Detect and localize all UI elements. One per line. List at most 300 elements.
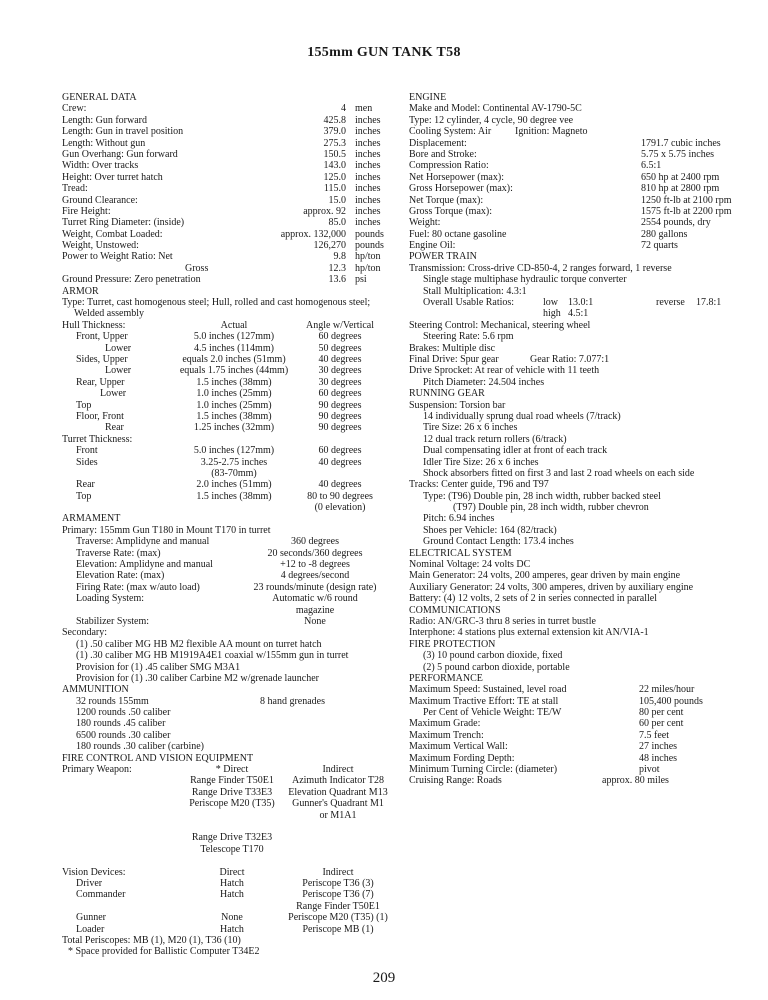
- armor-angle: 90 degrees: [318, 399, 362, 411]
- section-heading: [409, 605, 739, 616]
- text-line-content: (1) .30 caliber MG HB M1919A4E1 coaxial w/155mm gun in turret: [76, 650, 349, 662]
- spec-value: 275.3: [323, 137, 346, 149]
- armor-actual: 1.25 inches (32mm): [193, 422, 275, 434]
- armament-label: Elevation: Amplidyne and manual: [76, 559, 213, 571]
- armor-angle: 60 degrees: [318, 388, 362, 400]
- armor-actual: 1.5 inches (38mm): [196, 376, 272, 388]
- armor-row: [62, 343, 388, 354]
- text-line: [62, 434, 388, 445]
- text-line-content: Shock absorbers fitted on first 3 and last 2 road wheels on each side: [423, 467, 695, 479]
- spec-unit: inches: [355, 217, 381, 229]
- text-line-content: Total Periscopes: MB (1), M20 (1), T36 (10): [62, 934, 241, 946]
- spec-value: 9.8: [333, 251, 346, 263]
- fire-control-label: Primary Weapon:: [62, 764, 132, 776]
- spec-row: [62, 206, 388, 217]
- armor-row: [62, 400, 388, 411]
- right-column: [409, 92, 739, 787]
- text-line: [62, 741, 388, 752]
- armor-row: [62, 354, 388, 365]
- text-line: [409, 411, 739, 422]
- fire-control-direct: Direct: [219, 866, 245, 878]
- spec-label: Compression Ratio:: [409, 160, 489, 172]
- spec-label: Maximum Trench:: [409, 729, 484, 741]
- page-number: 209: [372, 970, 396, 986]
- fire-control-indirect: Azimuth Indicator T28: [291, 775, 385, 787]
- text-line-content: Type: Turret, cast homogenous steel; Hull, rolled and cast homogenous steel;: [62, 297, 371, 309]
- text-line-content: Steering Rate: 5.6 rpm: [423, 331, 514, 343]
- text-line-content: Transmission: Cross-drive CD-850-4, 2 ranges forward, 1 reverse: [409, 262, 672, 274]
- text-line-content: 1200 rounds .50 caliber: [76, 707, 171, 719]
- text-line: [409, 126, 739, 137]
- text-line: [62, 707, 388, 718]
- text-line-content: 180 rounds .45 caliber: [76, 718, 166, 730]
- armament-label: 32 rounds 155mm: [76, 695, 149, 707]
- armament-value: 8 hand grenades: [260, 695, 325, 707]
- armor-angle: (0 elevation): [314, 502, 366, 514]
- text-line: [409, 582, 739, 593]
- spec-row: [409, 707, 739, 718]
- spec-label: Cruising Range: Roads: [409, 775, 502, 787]
- spec-value: 6.5:1: [641, 160, 662, 172]
- spec-label: Length: Without gun: [62, 137, 146, 149]
- spec-label: Ground Clearance:: [62, 194, 138, 206]
- armament-label: Traverse: Amplidyne and manual: [76, 536, 210, 548]
- text-line-content: Stall Multiplication: 4.3:1: [423, 285, 527, 297]
- spec-row: [409, 730, 739, 741]
- section-heading-text: PERFORMANCE: [409, 672, 483, 684]
- text-line-content: Brakes: Multiple disc: [409, 342, 496, 354]
- spec-row: [409, 229, 739, 240]
- section-heading-text: AMMUNITION: [62, 684, 129, 696]
- spec-label: Engine Oil:: [409, 240, 456, 252]
- spec-label: Gross Torque (max):: [409, 205, 492, 217]
- fire-control-label: Commander: [76, 889, 126, 901]
- armor-angle: 90 degrees: [318, 410, 362, 422]
- armor-row: [62, 479, 388, 490]
- text-line-content: Battery: (4) 12 volts, 2 sets of 2 in series connected in parallel: [409, 593, 657, 605]
- armament-label: Firing Rate: (max w/auto load): [76, 581, 200, 593]
- text-line: [409, 593, 739, 604]
- text-line-content: (3) 10 pound carbon dioxide, fixed: [423, 650, 563, 662]
- spec-row: [409, 183, 739, 194]
- armor-location: Lower: [105, 365, 132, 377]
- fire-control-row: [62, 901, 388, 912]
- armor-actual: 1.0 inches (25mm): [196, 399, 272, 411]
- spec-label: Ground Pressure: Zero penetration: [62, 274, 201, 286]
- spec-value: 1575 ft-lb at 2200 rpm: [641, 205, 732, 217]
- fire-control-indirect: Elevation Quadrant M13: [288, 786, 388, 798]
- section-heading-text: FIRE PROTECTION: [409, 638, 496, 650]
- spec-unit: inches: [355, 160, 381, 172]
- text-line: [409, 400, 739, 411]
- text-line: [409, 525, 739, 536]
- text-line: [409, 650, 739, 661]
- spec-value: 115.0: [323, 183, 346, 195]
- armor-angle: 40 degrees: [318, 456, 362, 468]
- spec-label: Weight, Unstowed:: [62, 240, 139, 252]
- text-line-content: (T97) Double pin, 28 inch width, rubber chevron: [453, 502, 649, 514]
- armor-angle: 60 degrees: [318, 445, 362, 457]
- spec-unit: psi: [355, 274, 367, 286]
- armament-label: Stabilizer System:: [76, 615, 150, 627]
- spec-label: Maximum Grade:: [409, 718, 481, 730]
- spec-unit: hp/ton: [355, 262, 381, 274]
- ratio-range: high: [543, 308, 561, 320]
- text-line-content: * Space provided for Ballistic Computer T34E2: [68, 946, 260, 958]
- spec-label: Maximum Speed: Sustained, level road: [409, 684, 567, 696]
- text-line-content: Drive Sprocket: At rear of vehicle with 11 teeth: [409, 365, 600, 377]
- armor-angle: 40 degrees: [318, 479, 362, 491]
- text-line: [409, 365, 739, 376]
- text-line: [409, 320, 739, 331]
- spec-row: [62, 149, 388, 160]
- fire-control-direct: Range Drive T33E3: [191, 786, 273, 798]
- armor-actual: 3.25-2.75 inches: [200, 456, 268, 468]
- spec-label: Net Horsepower (max):: [409, 171, 504, 183]
- spec-row: [409, 240, 739, 251]
- armor-row: [62, 320, 388, 331]
- armament-value: +12 to -8 degrees: [280, 559, 350, 571]
- fire-control-direct: Hatch: [220, 877, 244, 889]
- spec-row: [62, 103, 388, 114]
- armor-angle: 50 degrees: [318, 342, 362, 354]
- fire-control-indirect: Periscope T36 (3): [302, 877, 374, 889]
- spec-row: [62, 115, 388, 126]
- armor-location: Rear: [76, 479, 95, 491]
- text-line: [409, 354, 739, 365]
- fire-control-direct: Range Drive T32E3: [191, 832, 273, 844]
- armor-location: Rear: [105, 422, 124, 434]
- text-line-content: Tracks: Center guide, T96 and T97: [409, 479, 549, 491]
- section-heading: [62, 684, 388, 695]
- armor-angle: 60 degrees: [318, 331, 362, 343]
- ratio-range: low: [543, 297, 558, 309]
- spec-row: [409, 775, 739, 786]
- text-line-content: Dual compensating idler at front of each track: [423, 445, 608, 457]
- spec-row: [409, 753, 739, 764]
- text-line-secondary: Gear Ratio: 7.077:1: [530, 353, 610, 365]
- armor-angle: 30 degrees: [318, 376, 362, 388]
- armament-value: 4 degrees/second: [280, 570, 350, 582]
- spec-value: 4: [341, 103, 346, 115]
- fire-control-indirect: Range Finder T50E1: [296, 900, 380, 912]
- spec-label: Length: Gun in travel position: [62, 126, 184, 138]
- armor-row: [62, 377, 388, 388]
- armor-actual: 1.0 inches (25mm): [196, 388, 272, 400]
- ratio-reverse-value: 17.8:1: [696, 297, 722, 309]
- armament-row: [62, 605, 388, 616]
- spec-label: Crew:: [62, 103, 87, 115]
- spec-label: Turret Ring Diameter: (inside): [62, 217, 185, 229]
- fire-control-row: [62, 798, 388, 809]
- armor-row: [62, 388, 388, 399]
- text-line: [409, 491, 739, 502]
- armor-actual: Actual: [220, 319, 248, 331]
- section-heading-text: COMMUNICATIONS: [409, 604, 501, 616]
- fire-control-row: [62, 775, 388, 786]
- armor-row: [62, 491, 388, 502]
- spec-value: 143.0: [323, 160, 346, 172]
- section-heading: [409, 251, 739, 262]
- text-line-content: Primary: 155mm Gun T180 in Mount T170 in turret: [62, 524, 271, 536]
- armor-actual: 1.5 inches (38mm): [196, 410, 272, 422]
- spec-unit: hp/ton: [355, 251, 381, 263]
- text-line-content: Pitch Diameter: 24.504 inches: [423, 376, 545, 388]
- text-line-content: Steering Control: Mechanical, steering wheel: [409, 319, 591, 331]
- spec-row: [62, 126, 388, 137]
- fire-control-row: [62, 878, 388, 889]
- left-column: [62, 92, 388, 958]
- spec-row: [62, 183, 388, 194]
- section-heading-text: ENGINE: [409, 92, 447, 103]
- text-line-content: (1) .50 caliber MG HB M2 flexible AA mount on turret hatch: [76, 638, 322, 650]
- spec-row: [62, 217, 388, 228]
- spec-value: 27 inches: [639, 741, 678, 753]
- section-heading: [409, 388, 739, 399]
- text-line-content: Make and Model: Continental AV-1790-5C: [409, 103, 582, 115]
- spec-row: [409, 138, 739, 149]
- fire-control-row: [62, 764, 388, 775]
- ratio-row: [409, 297, 739, 308]
- armament-row: [62, 570, 388, 581]
- text-line: [409, 331, 739, 342]
- fire-control-indirect: Indirect: [322, 764, 354, 776]
- text-line-content: Radio: AN/GRC-3 thru 8 series in turret bustle: [409, 615, 596, 627]
- spec-value: 80 per cent: [639, 707, 684, 719]
- spec-value: 126,270: [313, 240, 346, 252]
- spec-row: [409, 172, 739, 183]
- text-line-secondary: Ignition: Magneto: [515, 126, 588, 138]
- text-line-content: Turret Thickness:: [62, 433, 133, 445]
- spec-value: 280 gallons: [641, 228, 688, 240]
- spec-row: [409, 741, 739, 752]
- armament-label: Loading System:: [76, 593, 145, 605]
- fire-control-row: [62, 889, 388, 900]
- spec-label: Weight, Combat Loaded:: [62, 228, 163, 240]
- fire-control-row: [62, 810, 388, 821]
- text-line: [409, 627, 739, 638]
- armor-angle: 80 to 90 degrees: [307, 490, 373, 502]
- armor-angle: Angle w/Vertical: [305, 319, 375, 331]
- spec-label: Weight:: [409, 217, 441, 229]
- text-line: [62, 627, 388, 638]
- armament-row: [62, 616, 388, 627]
- text-line: [409, 536, 739, 547]
- text-line-content: Tire Size: 26 x 6 inches: [423, 422, 518, 434]
- section-heading: [409, 673, 739, 684]
- spec-label: Bore and Stroke:: [409, 148, 477, 160]
- spec-row: [62, 172, 388, 183]
- spec-label: Length: Gun forward: [62, 114, 147, 126]
- text-line-content: Interphone: 4 stations plus external extension kit AN/VIA-1: [409, 627, 649, 639]
- fire-control-label: Vision Devices:: [62, 866, 126, 878]
- spec-unit: pounds: [355, 228, 384, 240]
- section-heading: [409, 548, 739, 559]
- spec-row: [62, 138, 388, 149]
- spec-value: 379.0: [323, 126, 346, 138]
- spec-row: [409, 764, 739, 775]
- armor-actual: equals 2.0 inches (51mm): [182, 353, 286, 365]
- spec-value: 85.0: [328, 217, 346, 229]
- text-line-content: 180 rounds .30 caliber (carbine): [76, 741, 205, 753]
- armor-location: Front, Upper: [76, 331, 128, 343]
- spec-value: 810 hp at 2800 rpm: [641, 183, 720, 195]
- fire-control-row: [62, 867, 388, 878]
- text-line: [62, 662, 388, 673]
- armor-location: Rear, Upper: [76, 376, 125, 388]
- spec-label: Fire Height:: [62, 205, 111, 217]
- spec-label: Maximum Fording Depth:: [409, 752, 515, 764]
- spec-value: 1791.7 cubic inches: [641, 137, 721, 149]
- armor-location: Sides, Upper: [76, 353, 128, 365]
- spec-row: [409, 149, 739, 160]
- text-line-content: Suspension: Torsion bar: [409, 399, 506, 411]
- fire-control-row: [62, 844, 388, 855]
- armor-location: Top: [76, 490, 92, 502]
- spec-unit: inches: [355, 114, 381, 126]
- armor-actual: 1.5 inches (38mm): [196, 490, 272, 502]
- spec-value: 5.75 x 5.75 inches: [641, 148, 715, 160]
- section-heading: [62, 286, 388, 297]
- fire-control-direct: Telescope T170: [200, 843, 264, 855]
- spec-label: Width: Over tracks: [62, 160, 139, 172]
- spec-unit: inches: [355, 194, 381, 206]
- armor-row: [62, 422, 388, 433]
- armament-value: None: [304, 615, 326, 627]
- spec-value: pivot: [639, 764, 660, 776]
- armament-value: 20 seconds/360 degrees: [267, 547, 363, 559]
- spec-unit: inches: [355, 183, 381, 195]
- text-line-content: Nominal Voltage: 24 volts DC: [409, 559, 531, 571]
- spec-label: Maximum Vertical Wall:: [409, 741, 508, 753]
- armor-actual: 5.0 inches (127mm): [193, 331, 275, 343]
- spec-row: [62, 195, 388, 206]
- text-line-content: 12 dual track return rollers (6/track): [423, 433, 567, 445]
- spec-label: Gross: [185, 262, 209, 274]
- text-line: [62, 308, 388, 319]
- armament-row: [62, 696, 388, 707]
- spec-unit: inches: [355, 205, 381, 217]
- fire-control-row: [62, 787, 388, 798]
- fire-control-direct: Range Finder T50E1: [190, 775, 274, 787]
- text-line: [409, 479, 739, 490]
- fire-control-direct: Hatch: [220, 889, 244, 901]
- text-line: [409, 115, 739, 126]
- text-line-content: 14 individually sprung dual road wheels (7/track): [423, 410, 621, 422]
- spec-row: [62, 263, 388, 274]
- text-line: [62, 946, 388, 957]
- armor-row: [62, 365, 388, 376]
- text-line: [62, 639, 388, 650]
- spec-row: [409, 160, 739, 171]
- armament-value: 360 degrees: [290, 536, 340, 548]
- section-heading-text: FIRE CONTROL AND VISION EQUIPMENT: [62, 752, 254, 764]
- text-line-content: Type: (T96) Double pin, 28 inch width, rubber backed steel: [423, 490, 661, 502]
- spec-row: [62, 229, 388, 240]
- fire-control-indirect: Periscope T36 (7): [302, 889, 374, 901]
- spec-value: approx. 92: [303, 205, 346, 217]
- fire-control-label: Driver: [76, 877, 103, 889]
- spec-row: [409, 206, 739, 217]
- fire-control-row: [62, 855, 388, 866]
- spec-value: 125.0: [323, 171, 346, 183]
- text-line-content: 6500 rounds .30 caliber: [76, 729, 171, 741]
- armament-row: [62, 548, 388, 559]
- armament-value: Automatic w/6 round: [272, 593, 358, 605]
- spec-value: 48 inches: [639, 752, 678, 764]
- text-line-content: Secondary:: [62, 627, 107, 639]
- text-line-content: Type: 12 cylinder, 4 cycle, 90 degree vee: [409, 114, 574, 126]
- armor-actual: 5.0 inches (127mm): [193, 445, 275, 457]
- text-line: [409, 286, 739, 297]
- ratio-value: 4.5:1: [568, 308, 589, 320]
- spec-row: [409, 684, 739, 695]
- text-line: [62, 730, 388, 741]
- spec-value: 7.5 feet: [639, 729, 669, 741]
- spec-label: Power to Weight Ratio: Net: [62, 251, 173, 263]
- text-line: [409, 103, 739, 114]
- section-heading: [62, 513, 388, 524]
- section-heading-text: POWER TRAIN: [409, 251, 477, 263]
- text-line: [62, 935, 388, 946]
- spec-value: 650 hp at 2400 rpm: [641, 171, 720, 183]
- fire-control-indirect: Periscope M20 (T35) (1): [288, 912, 388, 924]
- spec-value: 12.3: [328, 262, 346, 274]
- armor-actual: 4.5 inches (114mm): [194, 342, 274, 354]
- spec-unit: inches: [355, 137, 381, 149]
- armor-row: [62, 331, 388, 342]
- armament-label: Traverse Rate: (max): [76, 547, 161, 559]
- armor-location: Front: [76, 445, 98, 457]
- spec-unit: inches: [355, 148, 381, 160]
- text-line-content: Ground Contact Length: 173.4 inches: [423, 536, 574, 548]
- spec-row: [62, 251, 388, 262]
- fire-control-indirect: Gunner's Quadrant M1: [292, 798, 384, 810]
- armament-row: [62, 536, 388, 547]
- text-line: [409, 616, 739, 627]
- text-line: [409, 559, 739, 570]
- spec-label: Gun Overhang: Gun forward: [62, 148, 178, 160]
- text-line: [409, 502, 739, 513]
- spec-value: 22 miles/hour: [639, 684, 695, 696]
- text-line-content: Single stage multiphase hydraulic torque converter: [423, 274, 627, 286]
- spec-value: 1250 ft-lb at 2100 rpm: [641, 194, 732, 206]
- fire-control-direct: None: [221, 912, 243, 924]
- spec-value: 105,400 pounds: [639, 695, 703, 707]
- fire-control-label: Gunner: [76, 912, 106, 924]
- text-line: [62, 718, 388, 729]
- text-line-content: Provision for (1) .30 caliber Carbine M2 w/grenade launcher: [76, 672, 319, 684]
- text-line: [409, 457, 739, 468]
- spec-row: [62, 274, 388, 285]
- spec-value: 60 per cent: [639, 718, 684, 730]
- spec-label: Fuel: 80 octane gasoline: [409, 228, 507, 240]
- spec-label: Height: Over turret hatch: [62, 171, 163, 183]
- spec-label: Tread:: [62, 183, 88, 195]
- text-line: [62, 673, 388, 684]
- spec-row: [409, 718, 739, 729]
- text-line: [409, 377, 739, 388]
- text-line-content: Idler Tire Size: 26 x 6 inches: [423, 456, 539, 468]
- spec-value: approx. 80 miles: [602, 775, 669, 787]
- armor-angle: 30 degrees: [318, 365, 362, 377]
- ratio-value: 13.0:1: [568, 297, 594, 309]
- fire-control-direct: * Direct: [215, 764, 249, 776]
- fire-control-row: [62, 924, 388, 935]
- section-heading: [62, 92, 388, 103]
- spec-value: approx. 132,000: [280, 228, 346, 240]
- text-line-content: Auxiliary Generator: 24 volts, 300 amperes, driven by auxiliary engine: [409, 581, 694, 593]
